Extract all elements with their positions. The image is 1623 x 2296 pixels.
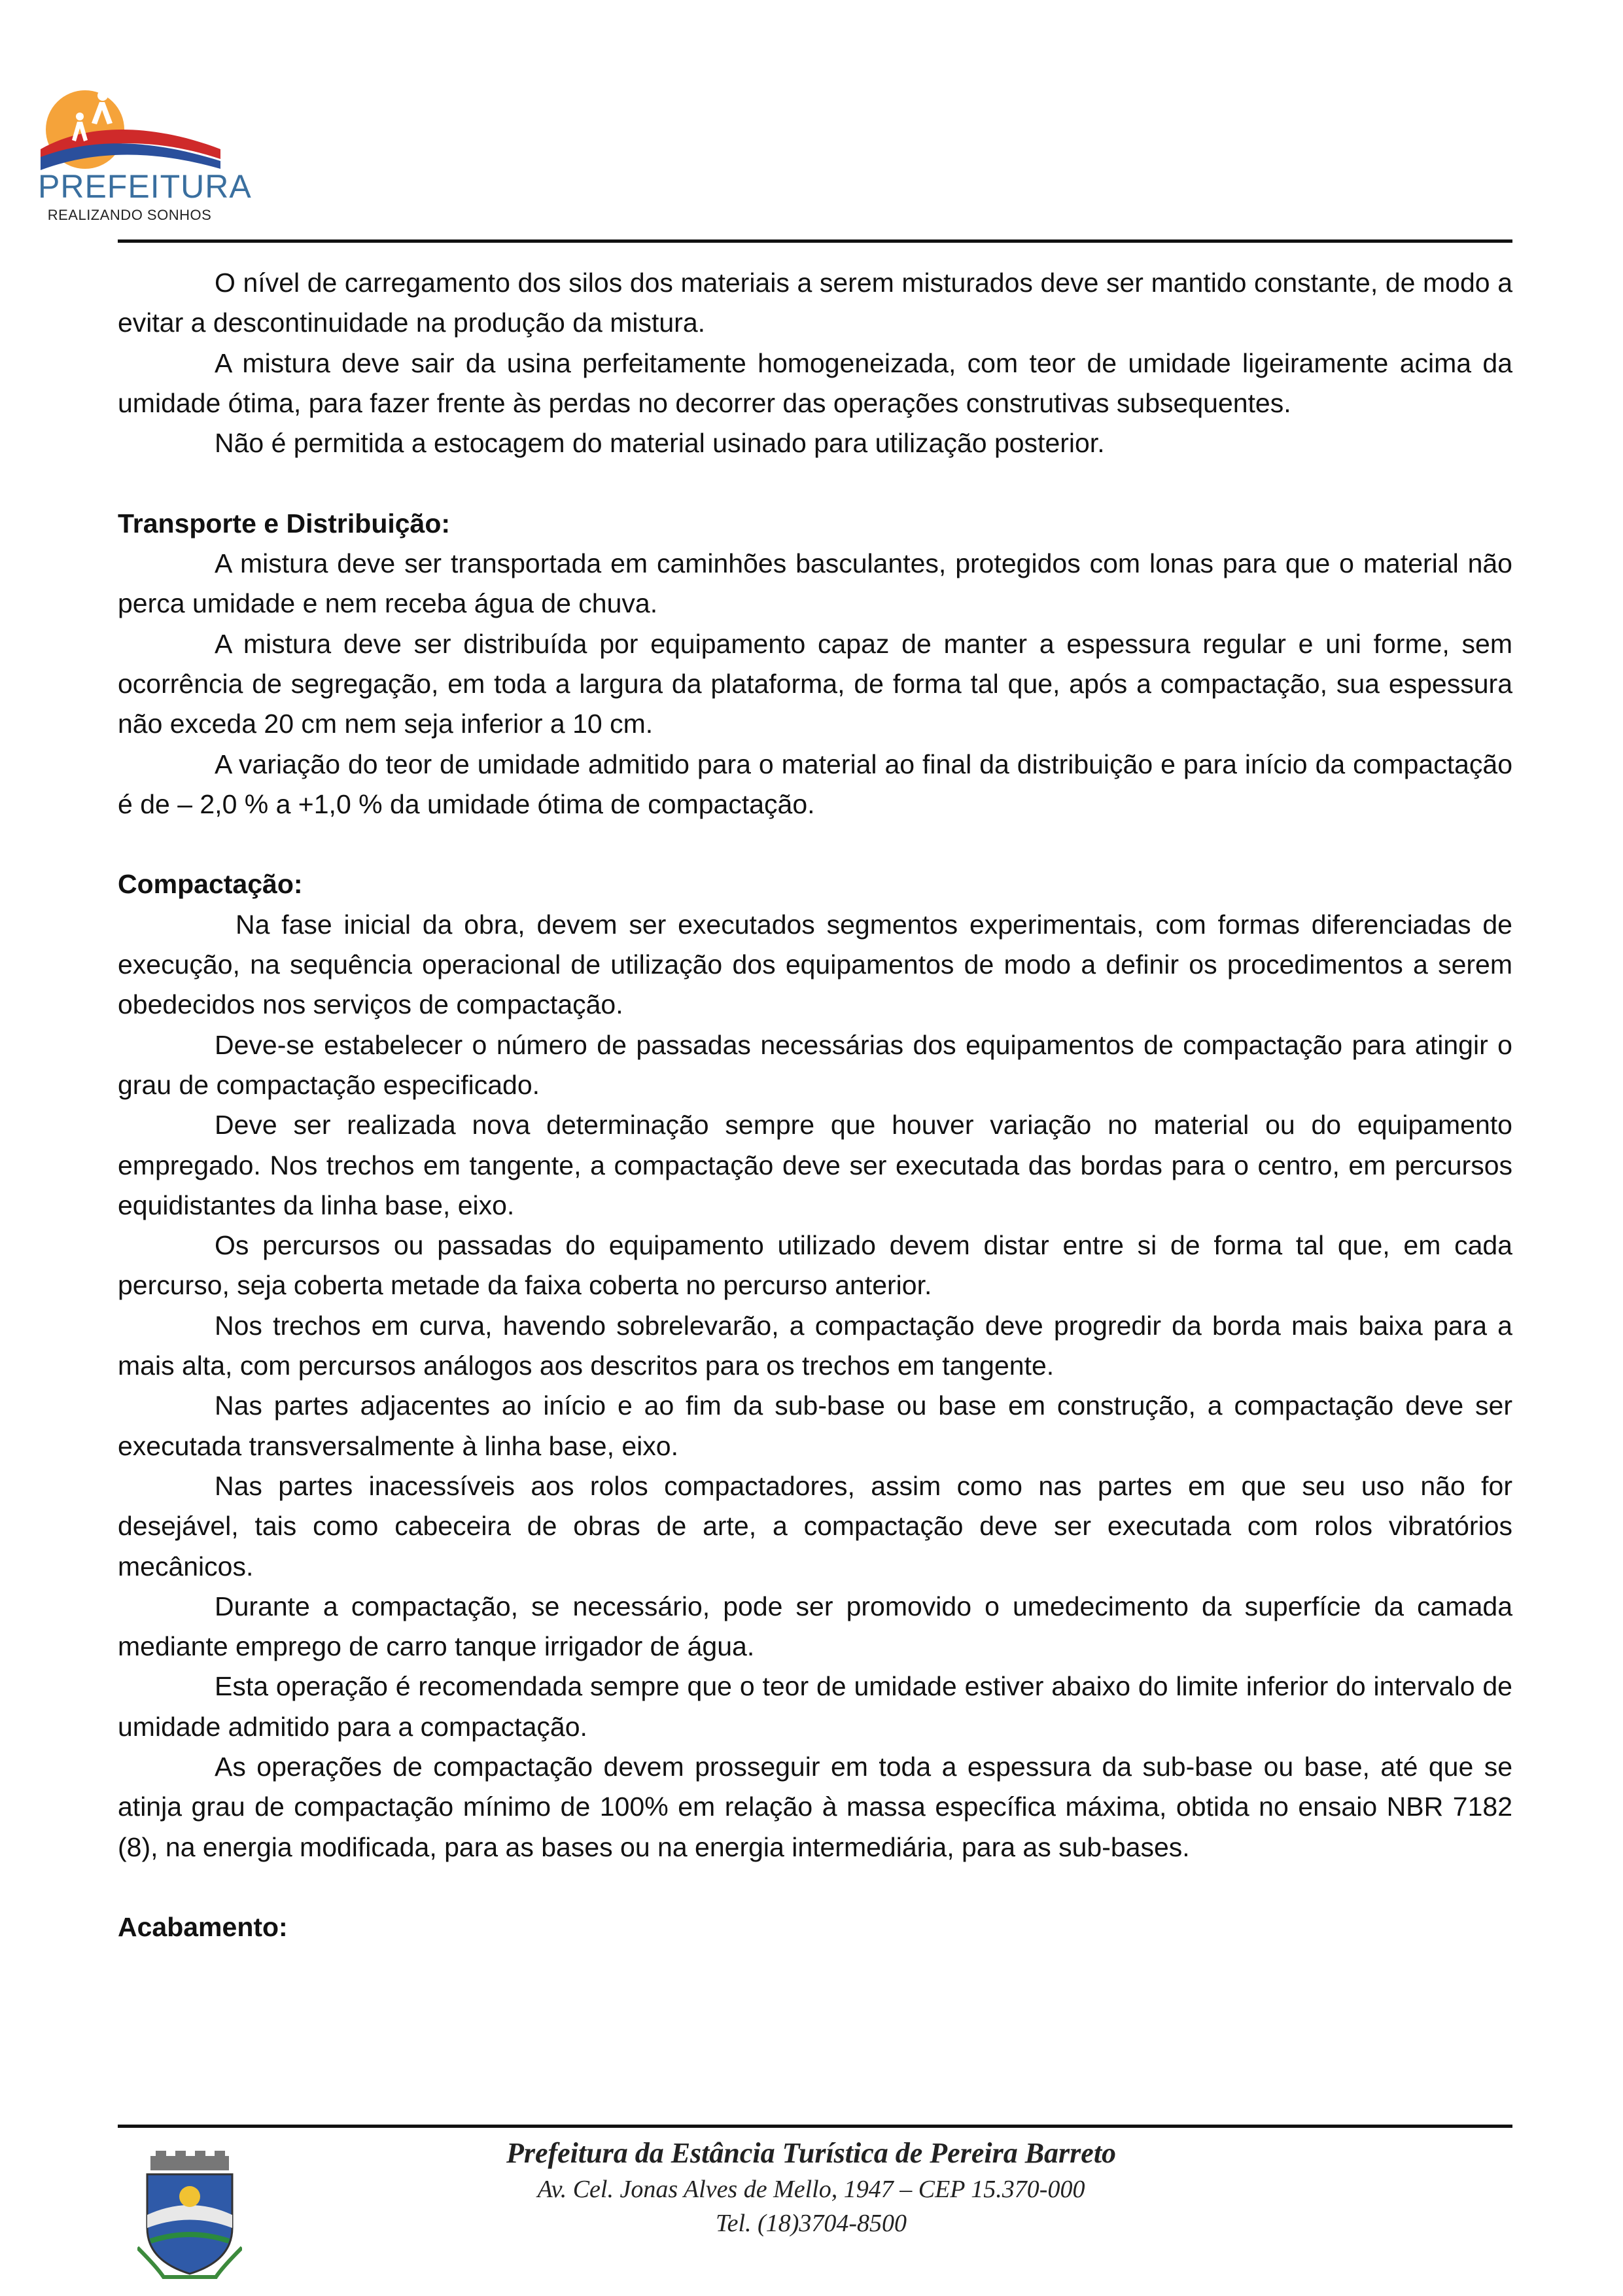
paragraph: Nas partes adjacentes ao início e ao fim da sub-base ou base em construção, a compactação deve ser executada transversalmente à linha base, eixo. bbox=[118, 1390, 1512, 1461]
paragraph: Esta operação é recomendada sempre que o teor de umidade estiver abaixo do limite inferior do intervalo de umidade admitido para a compactação. bbox=[118, 1671, 1512, 1742]
paragraph: Não é permitida a estocagem do material usinado para utilização posterior. bbox=[215, 428, 1105, 459]
footer bbox=[353, 2134, 1269, 2240]
section-heading-finishing: Acabamento: bbox=[118, 1912, 288, 1943]
paragraph: A mistura deve ser transportada em caminhões basculantes, protegidos com lonas para que o material não perca umidade e nem receba água de chuva. bbox=[118, 548, 1512, 619]
prefeitura-logo bbox=[34, 77, 252, 228]
paragraph: A mistura deve ser distribuída por equipamento capaz de manter a espessura regular e uni forme, sem ocorrência de segregação, em toda a largura da plataforma, de forma tal que, após a compactação, sua espessura não exceda 20 cm nem seja inferior a 10 cm. bbox=[118, 628, 1512, 739]
section-heading-compaction: Compactação: bbox=[118, 869, 303, 900]
logo-title: PREFEITURA bbox=[38, 168, 252, 205]
paragraph: A mistura deve sair da usina perfeitamente homogeneizada, com teor de umidade ligeiramente acima da umidade ótima, para fazer frente às perdas no decorrer das operações construtivas subsequentes. bbox=[118, 347, 1512, 418]
footer-divider bbox=[118, 2125, 1512, 2128]
document-body bbox=[118, 263, 1512, 1947]
paragraph: Deve-se estabelecer o número de passadas necessárias dos equipamentos de compactação para atingir o grau de compactação especificado. bbox=[118, 1029, 1512, 1100]
paragraph: Durante a compactação, se necessário, pode ser promovido o umedecimento da superfície da camada mediante emprego de carro tanque irrigador de água. bbox=[118, 1591, 1512, 1662]
municipal-crest-icon bbox=[137, 2149, 242, 2280]
footer-address: Av. Cel. Jonas Alves de Mello, 1947 – CEP 15.370-000 bbox=[537, 2176, 1085, 2203]
footer-phone: Tel. (18)3704-8500 bbox=[715, 2210, 907, 2237]
header-divider bbox=[118, 239, 1512, 243]
paragraph: Os percursos ou passadas do equipamento utilizado devem distar entre si de forma tal que, em cada percurso, seja coberta metade da faixa coberta no percurso anterior. bbox=[118, 1230, 1512, 1301]
footer-title: Prefeitura da Estância Turística de Pereira Barreto bbox=[506, 2137, 1117, 2169]
paragraph: Nos trechos em curva, havendo sobrelevarão, a compactação deve progredir da borda mais baixa para a mais alta, com percursos análogos aos descritos para os trechos em tangente. bbox=[118, 1310, 1512, 1381]
section-heading-transport: Transporte e Distribuição: bbox=[118, 508, 451, 539]
paragraph: Na fase inicial da obra, devem ser executados segmentos experimentais, com formas diferenciadas de execução, na sequência operacional de utilização dos equipamentos de modo a definir os procedimentos a serem obedecidos nos serviços de compactação. bbox=[118, 909, 1512, 1020]
paragraph: O nível de carregamento dos silos dos materiais a serem misturados deve ser mantido constante, de modo a evitar a descontinuidade na produção da mistura. bbox=[118, 268, 1512, 338]
logo-subtitle: REALIZANDO SONHOS bbox=[47, 207, 212, 223]
paragraph: Deve ser realizada nova determinação sempre que houver variação no material ou do equipamento empregado. Nos trechos em tangente, a compactação deve ser executada das bordas para o centro, em percursos equidistantes da linha base, eixo. bbox=[118, 1110, 1512, 1220]
paragraph: Nas partes inacessíveis aos rolos compactadores, assim como nas partes em que seu uso não for desejável, tais como cabeceira de obras de arte, a compactação deve ser executada com rolos vibratórios mecânicos. bbox=[118, 1470, 1512, 1581]
paragraph: A variação do teor de umidade admitido para o material ao final da distribuição e para início da compactação é de – 2,0 % a +1,0 % da umidade ótima de compactação. bbox=[118, 749, 1512, 819]
logo-graphic-icon bbox=[34, 77, 224, 175]
paragraph: As operações de compactação devem prosseguir em toda a espessura da sub-base ou base, até que se atinja grau de compactação mínimo de 100% em relação à massa específica máxima, obtida no ensaio NBR 7182 (8), na energia modificada, para as bases ou na energia intermediária, para as sub-bases. bbox=[118, 1751, 1512, 1862]
